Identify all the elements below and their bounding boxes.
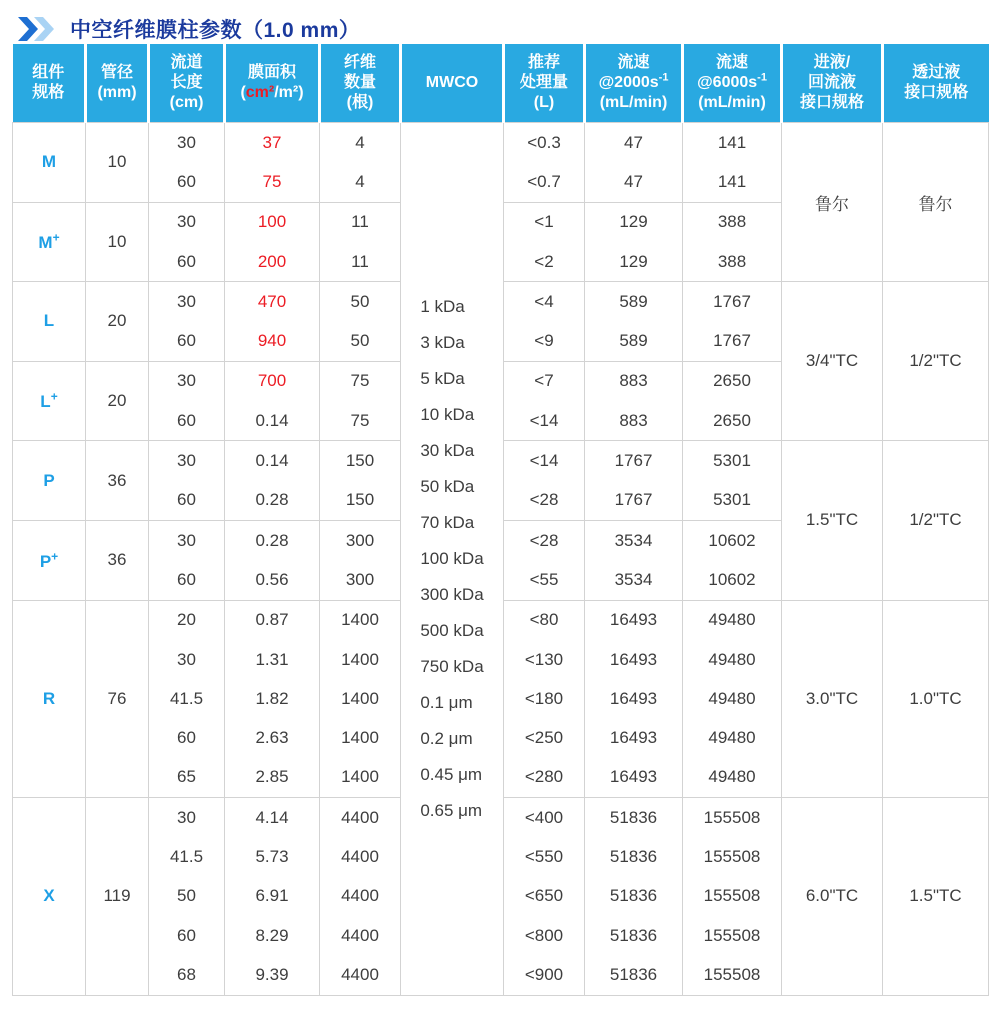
inlet-interface-cell: 6.0"TC: [782, 798, 883, 995]
cell-line: <28: [529, 530, 559, 550]
header-line: 数量: [343, 74, 376, 91]
permeate-interface-cell: 1/2"TC: [883, 282, 989, 441]
header-cell-flow2000: [585, 44, 683, 123]
cell-line: 150: [345, 451, 375, 471]
length-cell: [149, 600, 225, 797]
cell-line: 60: [177, 410, 196, 430]
inlet-interface-cell: 鲁尔: [782, 123, 883, 282]
cell-line: 11: [351, 251, 369, 271]
table-body: [13, 123, 989, 996]
cell-line: 4400: [341, 846, 379, 866]
length-cell: [149, 282, 225, 362]
cell-line: 3534: [614, 530, 653, 550]
mwco-item: 50 kDa: [420, 476, 475, 496]
header-cell-permeate: [883, 44, 989, 123]
header-line: 规格: [32, 84, 65, 101]
diameter-cell: 20: [86, 282, 149, 362]
table-wrap: [12, 44, 1000, 996]
cell-line: <55: [529, 569, 559, 589]
permeate-interface-cell: 1/2"TC: [883, 441, 989, 600]
cell-line: 51836: [609, 807, 658, 827]
cell-line: 6.91: [255, 886, 289, 906]
area-cell: [225, 123, 320, 203]
cell-line: 883: [619, 371, 648, 391]
cell-line: 51836: [609, 886, 658, 906]
cell-line: 20: [177, 610, 196, 630]
cell-line: 60: [177, 490, 196, 510]
mwco-cell: [401, 123, 504, 996]
cell-line: 155508: [703, 964, 761, 984]
cell-line: <400: [524, 807, 564, 827]
cell-line: 100: [257, 212, 287, 232]
spec-cell: [13, 798, 86, 995]
spec-label: P: [43, 470, 55, 490]
header-row: [13, 44, 989, 123]
area-cell: [225, 798, 320, 995]
fibers-cell: [320, 520, 401, 600]
cell-line: 155508: [703, 925, 761, 945]
spec-cell: [13, 202, 86, 282]
cell-line: 11: [351, 212, 369, 232]
cell-line: 60: [177, 728, 196, 748]
cell-line: 589: [619, 331, 648, 351]
cell-line: 30: [177, 291, 196, 311]
header-cell-volume: [504, 44, 585, 123]
header-line: 管径: [100, 64, 133, 81]
mwco-item: 500 kDa: [420, 620, 484, 640]
header-cell-flow6000: [683, 44, 782, 123]
volume-cell: [504, 600, 585, 797]
flow2000-cell: [585, 123, 683, 203]
mwco-item: 3 kDa: [420, 332, 465, 352]
cell-line: <14: [529, 410, 559, 430]
cell-line: 155508: [703, 846, 761, 866]
header-line: (mL/min): [698, 94, 766, 111]
cell-line: 589: [619, 291, 648, 311]
cell-line: 0.56: [255, 569, 289, 589]
mwco-item: 0.65 μm: [420, 800, 483, 820]
inlet-interface-cell: 1.5"TC: [782, 441, 883, 600]
double-chevron-icon: [18, 17, 58, 41]
header-line: 流道: [170, 54, 203, 71]
cell-line: <0.3: [527, 132, 561, 152]
spec-cell: [13, 520, 86, 600]
cell-line: <130: [524, 649, 564, 669]
spec-label: M+: [38, 230, 60, 253]
diameter-cell: 10: [86, 123, 149, 203]
spec-cell: [13, 123, 86, 203]
cell-line: 1767: [713, 331, 751, 351]
mwco-item: 10 kDa: [420, 404, 475, 424]
flow2000-cell: [585, 798, 683, 995]
cell-line: 16493: [609, 649, 658, 669]
spec-label: X: [43, 886, 55, 906]
header-cell-mwco: [401, 44, 504, 123]
cell-line: 60: [177, 171, 196, 191]
header-line: (mm): [97, 84, 137, 101]
cell-line: <900: [524, 964, 564, 984]
flow2000-cell: [585, 441, 683, 521]
cell-line: 30: [177, 807, 196, 827]
cell-line: 0.28: [255, 530, 289, 550]
diameter-cell: 20: [86, 361, 149, 441]
mwco-item: 0.1 μm: [420, 692, 473, 712]
flow6000-cell: [683, 123, 782, 203]
spec-label: M: [41, 152, 57, 172]
header-cell-length: [149, 44, 225, 123]
cell-line: 60: [177, 569, 196, 589]
length-cell: [149, 123, 225, 203]
length-cell: [149, 202, 225, 282]
table-row: [13, 123, 989, 203]
cell-line: 65: [177, 767, 196, 787]
cell-line: 300: [345, 530, 375, 550]
volume-cell: [504, 123, 585, 203]
spec-label: L: [43, 311, 55, 331]
fibers-cell: [320, 441, 401, 521]
cell-line: 1767: [713, 291, 751, 311]
header-cell-fibers: [320, 44, 401, 123]
cell-line: 4400: [341, 807, 379, 827]
page-title: 中空纤维膜柱参数（1.0 mm）: [70, 18, 361, 42]
mwco-item: 30 kDa: [420, 440, 475, 460]
cell-line: 68: [177, 964, 196, 984]
header-line: (cm²/m²): [240, 84, 304, 101]
cell-line: 4400: [341, 964, 379, 984]
cell-line: 141: [717, 171, 747, 191]
length-cell: [149, 520, 225, 600]
header-line: (mL/min): [599, 94, 668, 111]
diameter-cell: 10: [86, 202, 149, 282]
cell-line: 470: [257, 291, 287, 311]
length-cell: [149, 798, 225, 995]
mwco-item: 0.2 μm: [420, 728, 473, 748]
cell-line: 129: [619, 212, 648, 232]
flow2000-cell: [585, 361, 683, 441]
flow6000-cell: [683, 361, 782, 441]
spec-label: R: [42, 688, 56, 708]
cell-line: 2650: [713, 410, 751, 430]
area-cell: [225, 600, 320, 797]
diameter-cell: 76: [86, 600, 149, 797]
flow6000-cell: [683, 520, 782, 600]
cell-line: 9.39: [255, 964, 289, 984]
cell-line: 51836: [609, 925, 658, 945]
mwco-item: 750 kDa: [420, 656, 484, 676]
volume-cell: [504, 520, 585, 600]
mwco-item: 300 kDa: [420, 584, 484, 604]
cell-line: 388: [717, 212, 747, 232]
header-cell-inlet: [782, 44, 883, 123]
diameter-cell: 119: [86, 798, 149, 995]
flow6000-cell: [683, 441, 782, 521]
cell-line: 5301: [713, 451, 751, 471]
header-line: 推荐: [527, 54, 560, 71]
cell-line: 141: [717, 132, 747, 152]
header-line: 透过液: [912, 64, 961, 81]
cell-line: 4400: [341, 886, 379, 906]
cell-line: 30: [177, 132, 196, 152]
mwco-item: 70 kDa: [420, 512, 475, 532]
cell-line: 155508: [703, 807, 761, 827]
cell-line: 75: [262, 171, 282, 191]
spec-table: [12, 44, 989, 996]
length-cell: [149, 361, 225, 441]
cell-line: 5.73: [255, 846, 289, 866]
fibers-cell: [320, 600, 401, 797]
cell-line: 37: [262, 132, 282, 152]
cell-line: 75: [350, 410, 370, 430]
fibers-cell: [320, 123, 401, 203]
cell-line: <800: [524, 925, 564, 945]
spec-label: P+: [39, 548, 59, 571]
diameter-cell: 36: [86, 520, 149, 600]
cell-line: <28: [529, 490, 559, 510]
cell-line: 60: [177, 331, 196, 351]
header-line: 接口规格: [904, 84, 969, 101]
cell-line: <2: [534, 251, 554, 271]
cell-line: 300: [345, 569, 375, 589]
cell-line: 50: [350, 291, 370, 311]
mwco-item: 5 kDa: [420, 368, 465, 388]
cell-line: 49480: [708, 688, 756, 708]
cell-line: <250: [524, 728, 564, 748]
cell-line: 0.14: [255, 451, 289, 471]
header-line: $@2000s^{-1}$: [598, 71, 669, 91]
cell-line: 4: [355, 132, 365, 152]
spec-cell: [13, 600, 86, 797]
flow6000-cell: [683, 282, 782, 362]
volume-cell: [504, 441, 585, 521]
cell-line: <4: [534, 291, 554, 311]
cell-line: 30: [177, 212, 196, 232]
volume-cell: [504, 202, 585, 282]
table-head: [13, 44, 989, 123]
cell-line: 30: [177, 451, 196, 471]
permeate-interface-cell: 1.0"TC: [883, 600, 989, 797]
spec-cell: [13, 361, 86, 441]
cell-line: 5301: [713, 490, 751, 510]
length-cell: [149, 441, 225, 521]
cell-line: 4400: [341, 925, 379, 945]
header-line: 组件: [32, 64, 65, 81]
cell-line: 30: [177, 530, 196, 550]
permeate-interface-cell: 鲁尔: [883, 123, 989, 282]
cell-line: 49480: [708, 610, 756, 630]
header-cell-area: [225, 44, 320, 123]
area-cell: [225, 282, 320, 362]
header-line: 纤维: [343, 54, 376, 71]
cell-line: 4: [355, 171, 365, 191]
cell-line: 0.87: [255, 610, 289, 630]
spec-cell: [13, 282, 86, 362]
area-cell: [225, 361, 320, 441]
cell-line: <1: [534, 212, 554, 232]
cell-line: 10602: [708, 530, 756, 550]
area-cell: [225, 441, 320, 521]
header-cell-spec: [13, 44, 86, 123]
header-line: 回流液: [807, 74, 856, 91]
cell-line: 0.28: [255, 490, 289, 510]
permeate-interface-cell: 1.5"TC: [883, 798, 989, 995]
cell-line: 2650: [713, 371, 751, 391]
fibers-cell: [320, 798, 401, 995]
cell-line: 16493: [609, 688, 658, 708]
cell-line: <280: [524, 767, 564, 787]
mwco-item: 0.45 μm: [420, 764, 483, 784]
cell-line: <14: [529, 451, 559, 471]
mwco-item: 100 kDa: [420, 548, 484, 568]
cell-line: 51836: [609, 846, 658, 866]
cell-line: 51836: [609, 964, 658, 984]
cell-line: 1767: [614, 451, 653, 471]
header-cell-diameter: [86, 44, 149, 123]
flow6000-cell: [683, 798, 782, 995]
cell-line: 16493: [609, 728, 658, 748]
cell-line: 41.5: [169, 846, 204, 866]
cell-line: 2.85: [255, 767, 289, 787]
volume-cell: [504, 282, 585, 362]
cell-line: 50: [350, 331, 370, 351]
flow2000-cell: [585, 600, 683, 797]
cell-line: 1400: [341, 610, 379, 630]
header-line: (cm): [169, 94, 204, 111]
cell-line: 16493: [609, 767, 658, 787]
header-line: 流速: [617, 54, 650, 71]
header-line: MWCO: [425, 74, 479, 91]
cell-line: 47: [624, 171, 643, 191]
cell-line: 0.14: [255, 410, 289, 430]
flow2000-cell: [585, 520, 683, 600]
cell-line: <650: [524, 886, 564, 906]
cell-line: 8.29: [255, 925, 289, 945]
cell-line: 1.31: [255, 649, 289, 669]
cell-line: 129: [619, 251, 648, 271]
title-bar: [0, 0, 1000, 44]
fibers-cell: [320, 361, 401, 441]
cell-line: 47: [624, 132, 643, 152]
cell-line: 49480: [708, 649, 756, 669]
flow6000-cell: [683, 202, 782, 282]
fibers-cell: [320, 282, 401, 362]
cell-line: 155508: [703, 886, 761, 906]
cell-line: <7: [534, 371, 554, 391]
inlet-interface-cell: 3.0"TC: [782, 600, 883, 797]
cell-line: 50: [177, 886, 196, 906]
cell-line: 700: [257, 371, 287, 391]
header-line: 处理量: [519, 74, 568, 91]
header-line: 流速: [715, 54, 748, 71]
cell-line: 388: [717, 251, 747, 271]
cell-line: 16493: [609, 610, 658, 630]
header-line: 膜面积: [247, 64, 296, 81]
header-line: (L): [533, 94, 555, 111]
cell-line: 60: [177, 251, 196, 271]
cell-line: 41.5: [169, 688, 204, 708]
mwco-list: [420, 289, 483, 829]
cell-line: <0.7: [527, 171, 561, 191]
fibers-cell: [320, 202, 401, 282]
header-line: $@6000s^{-1}$: [697, 71, 767, 91]
header-line: 接口规格: [799, 94, 864, 111]
cell-line: 30: [177, 371, 196, 391]
cell-line: <80: [529, 610, 559, 630]
cell-line: 150: [345, 490, 375, 510]
cell-line: <9: [534, 331, 554, 351]
cell-line: 75: [350, 371, 370, 391]
inlet-interface-cell: 3/4"TC: [782, 282, 883, 441]
cell-line: 883: [619, 410, 648, 430]
spec-cell: [13, 441, 86, 521]
volume-cell: [504, 361, 585, 441]
area-cell: [225, 520, 320, 600]
diameter-cell: 36: [86, 441, 149, 521]
spec-label: L+: [40, 389, 58, 412]
cell-line: 940: [257, 331, 287, 351]
cell-line: 1400: [341, 767, 379, 787]
cell-line: 10602: [708, 569, 756, 589]
cell-line: 49480: [708, 728, 756, 748]
header-line: 长度: [170, 74, 203, 91]
header-line: (根): [346, 94, 374, 111]
cell-line: <550: [524, 846, 564, 866]
cell-line: 49480: [708, 767, 756, 787]
cell-line: 4.14: [255, 807, 289, 827]
cell-line: 2.63: [255, 728, 289, 748]
cell-line: 30: [177, 649, 196, 669]
cell-line: 1400: [341, 649, 379, 669]
cell-line: 1400: [341, 728, 379, 748]
volume-cell: [504, 798, 585, 995]
cell-line: 200: [257, 251, 287, 271]
flow6000-cell: [683, 600, 782, 797]
cell-line: 60: [177, 925, 196, 945]
cell-line: 3534: [614, 569, 653, 589]
cell-line: 1400: [341, 688, 379, 708]
mwco-item: 1 kDa: [420, 296, 465, 316]
flow2000-cell: [585, 282, 683, 362]
area-cell: [225, 202, 320, 282]
cell-line: 1767: [614, 490, 653, 510]
header-line: 进液/: [813, 54, 851, 71]
cell-line: <180: [524, 688, 564, 708]
flow2000-cell: [585, 202, 683, 282]
cell-line: 1.82: [255, 688, 289, 708]
